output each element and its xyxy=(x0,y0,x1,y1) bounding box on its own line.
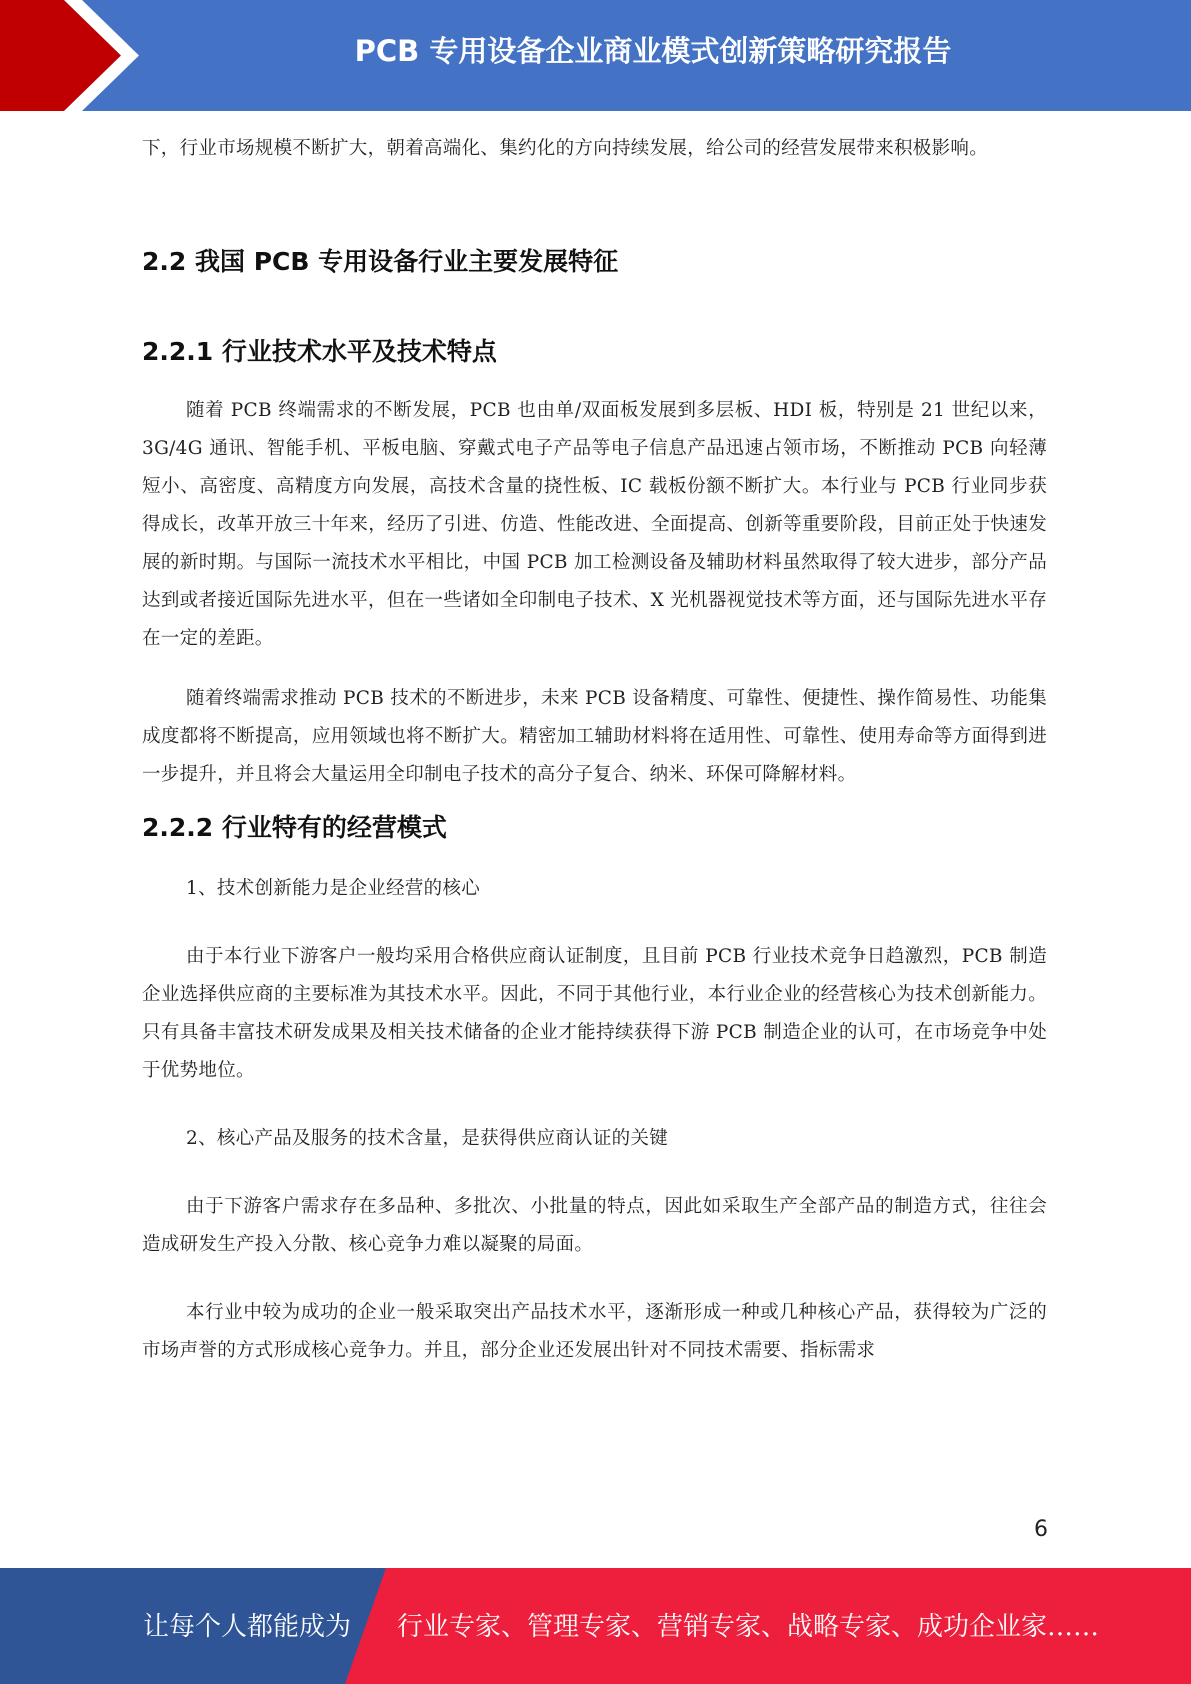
footer-slogan-right: 行业专家、管理专家、营销专家、战略专家、成功企业家…… xyxy=(397,1612,1100,1642)
page-content xyxy=(142,130,1047,1370)
section-heading-2-2-2: 2.2.2 行业特有的经营模式 xyxy=(142,813,447,842)
paragraph-tech-trend: 随着终端需求推动 PCB 技术的不断进步，未来 PCB 设备精度、可靠性、便捷性、操作简易性、功能集成度都将不断提高，应用领域也将不断扩大。精密加工辅助材料将在适用性、可靠性、使用寿命等方面得到进一步提升，并且将会大量运用全印制电子技术的高分子复合、纳米、环保可降解材料。 xyxy=(142,688,1047,785)
page-number: 6 xyxy=(1034,1517,1048,1542)
list-item-2: 2、核心产品及服务的技术含量，是获得供应商认证的关键 xyxy=(186,1128,669,1149)
paragraph-tech-level: 随着 PCB 终端需求的不断发展，PCB 也由单/双面板发展到多层板、HDI 板，特别是 21 世纪以来，3G/4G 通讯、智能手机、平板电脑、穿戴式电子产品等电子信息产品迅速占领市场，不断推动 PCB 向轻薄短小、高密度、高精度方向发展，高技术含量的挠性板、IC 载板份额不断扩大。本行业与 PCB 行业同步获得成长，改革开放三十年来，经历了引进、仿造、性能改进、全面提高、创新等重要阶段，目前正处于快速发展的新时期。与国际一流技术水平相比，中国 PCB 加工检测设备及辅助材料虽然取得了较大进步，部分产品达到或者接近国际先进水平，但在一些诸如全印制电子技术、X 光机器视觉技术等方面，还与国际先进水平存在一定的差距。 xyxy=(142,400,1047,649)
page-footer xyxy=(0,1568,1191,1684)
report-title: PCB 专用设备企业商业模式创新策略研究报告 xyxy=(354,34,952,68)
paragraph-core-products: 本行业中较为成功的企业一般采取突出产品技术水平，逐渐形成一种或几种核心产品，获得较为广泛的市场声誉的方式形成核心竞争力。并且，部分企业还发展出针对不同技术需要、指标需求 xyxy=(142,1302,1047,1361)
paragraph-continued: 下，行业市场规模不断扩大，朝着高端化、集约化的方向持续发展，给公司的经营发展带来积极影响。 xyxy=(142,138,989,159)
paragraph-innovation: 由于本行业下游客户一般均采用合格供应商认证制度，且目前 PCB 行业技术竞争日趋激烈，PCB 制造企业选择供应商的主要标准为其技术水平。因此，不同于其他行业，本行业企业的经营核心为技术创新能力。只有具备丰富技术研发成果及相关技术储备的企业才能持续获得下游 PCB 制造企业的认可，在市场竞争中处于优势地位。 xyxy=(142,946,1047,1081)
page-header xyxy=(0,0,1191,111)
footer-slogan-left: 让每个人都能成为 xyxy=(143,1612,352,1642)
section-heading-2-2: 2.2 我国 PCB 专用设备行业主要发展特征 xyxy=(142,247,619,276)
list-item-1: 1、技术创新能力是企业经营的核心 xyxy=(186,878,481,899)
paragraph-demand: 由于下游客户需求存在多品种、多批次、小批量的特点，因此如采取生产全部产品的制造方式，往往会造成研发生产投入分散、核心竞争力难以凝聚的局面。 xyxy=(142,1196,1047,1255)
chevron-logo-icon xyxy=(0,0,160,111)
section-heading-2-2-1: 2.2.1 行业技术水平及技术特点 xyxy=(142,337,497,366)
